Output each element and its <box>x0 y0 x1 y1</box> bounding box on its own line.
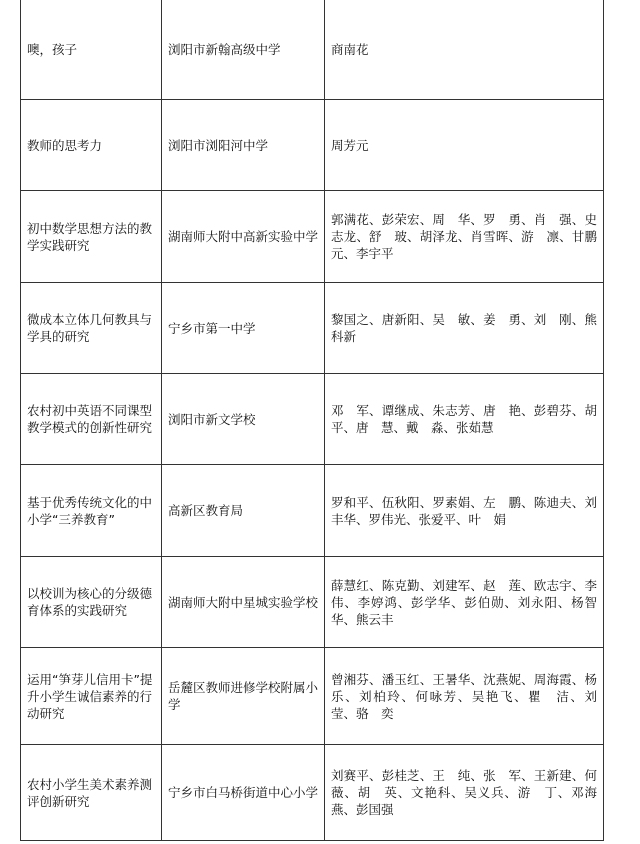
members-cell: 商南花 <box>325 0 604 100</box>
project-title-cell: 噢，孩子 <box>21 0 162 100</box>
school-cell: 岳麓区教师进修学校附属小学 <box>162 648 325 745</box>
project-title-cell: 运用“笋芽儿信用卡”提升小学生诚信素养的行动研究 <box>21 648 162 745</box>
school-cell: 高新区教育局 <box>162 465 325 557</box>
members-cell: 邓 军、谭继成、朱志芳、唐 艳、彭碧芬、胡 平、唐 慧、戴 淼、张茹慧 <box>325 374 604 465</box>
project-title-cell: 微成本立体几何教具与学具的研究 <box>21 283 162 374</box>
members-cell: 罗和平、伍秋阳、罗素娟、左 鹏、陈迪夫、刘丰华、罗伟光、张爱平、叶 娟 <box>325 465 604 557</box>
members-cell: 薛慧红、陈克勤、刘建军、赵 莲、欧志宇、李 伟、李婷鸿、彭学华、彭伯勋、刘永阳、杨智华、熊云丰 <box>325 557 604 648</box>
project-title-cell: 教师的思考力 <box>21 100 162 191</box>
school-cell: 湖南师大附中星城实验学校 <box>162 557 325 648</box>
project-title-cell: 以校训为核心的分级德育体系的实践研究 <box>21 557 162 648</box>
table-row <box>21 648 604 745</box>
table-row <box>21 100 604 191</box>
project-title-cell: 初中数学思想方法的教学实践研究 <box>21 191 162 283</box>
table-row <box>21 283 604 374</box>
school-cell: 宁乡市第一中学 <box>162 283 325 374</box>
table-row <box>21 0 604 100</box>
school-cell: 浏阳市浏阳河中学 <box>162 100 325 191</box>
table-row <box>21 191 604 283</box>
members-cell: 曾湘芬、潘玉红、王暑华、沈燕妮、周海霞、杨 乐、刘柏玲、何咏芳、吴艳飞、瞿 洁、刘 莹、骆 奕 <box>325 648 604 745</box>
table-row <box>21 557 604 648</box>
members-cell: 周芳元 <box>325 100 604 191</box>
project-title-cell: 基于优秀传统文化的中小学“三养教育” <box>21 465 162 557</box>
members-cell: 刘赛平、彭桂芝、王 纯、张 军、王新建、何 薇、胡 英、文艳科、吴义兵、游 丁、邓海燕、彭国强 <box>325 745 604 841</box>
research-projects-table <box>20 0 610 841</box>
school-cell: 浏阳市新文学校 <box>162 374 325 465</box>
members-cell: 黎国之、唐新阳、吴 敏、姜 勇、刘 刚、熊科新 <box>325 283 604 374</box>
school-cell: 湖南师大附中高新实验中学 <box>162 191 325 283</box>
school-cell: 浏阳市新翰高级中学 <box>162 0 325 100</box>
school-cell: 宁乡市白马桥街道中心小学 <box>162 745 325 841</box>
project-title-cell: 农村小学生美术素养测评创新研究 <box>21 745 162 841</box>
table-row <box>21 465 604 557</box>
table-row <box>21 745 604 841</box>
table-row <box>21 374 604 465</box>
members-cell: 郭满花、彭荣宏、周 华、罗 勇、肖 强、史志龙、舒 玻、胡泽龙、肖雪晖、游 凛、甘鹏元、李宇平 <box>325 191 604 283</box>
project-title-cell: 农村初中英语不同课型教学模式的创新性研究 <box>21 374 162 465</box>
